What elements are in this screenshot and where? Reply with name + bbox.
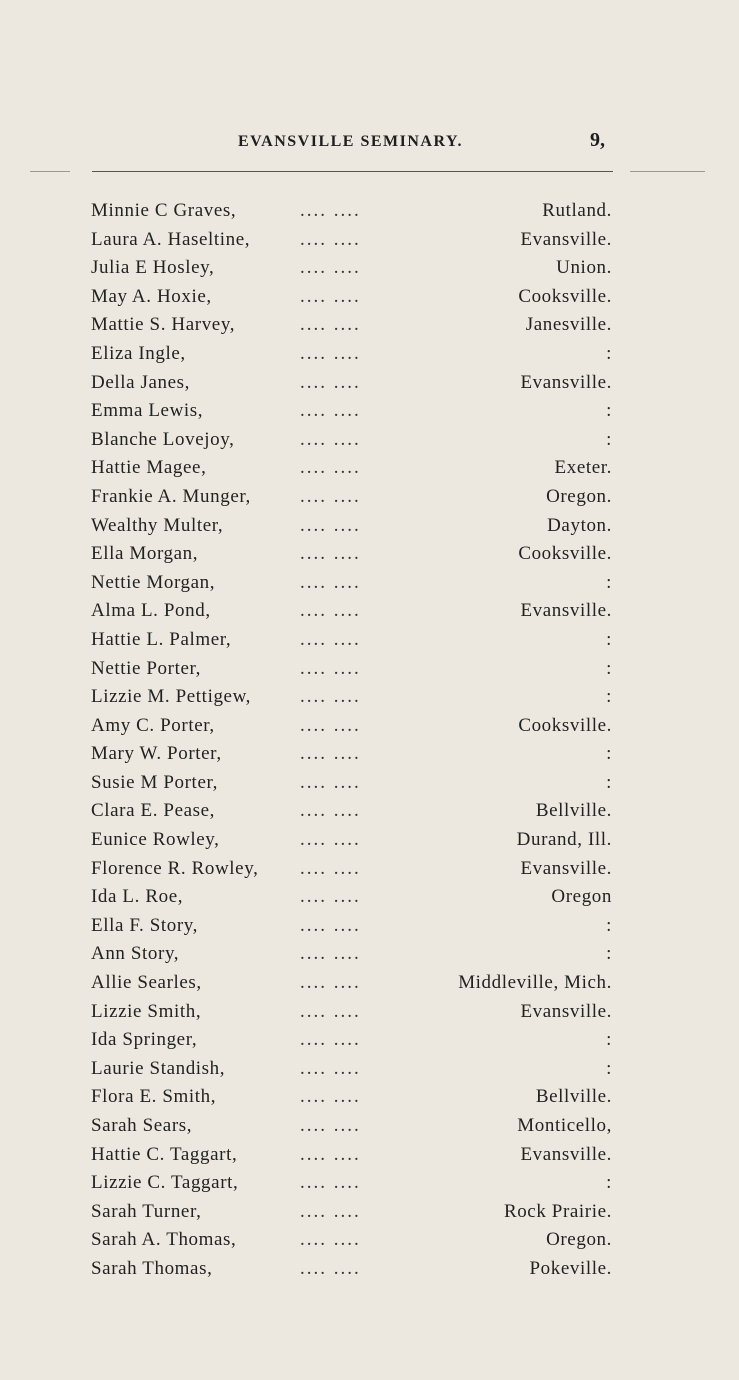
student-name: Lizzie C. Taggart,	[91, 1172, 239, 1194]
leader-dots: .... ....	[300, 657, 361, 679]
student-name: Frankie A. Munger,	[91, 485, 251, 507]
leader-dots: .... ....	[300, 200, 361, 221]
header-rule-left	[30, 171, 70, 172]
student-residence: :	[606, 571, 612, 593]
list-item	[0, 597, 739, 626]
list-item	[0, 369, 739, 398]
student-name: Ida L. Roe,	[91, 886, 184, 908]
student-residence: Evansville.	[520, 228, 612, 250]
leader-dots: .... ....	[300, 800, 361, 822]
leader-dots: .... ....	[300, 257, 361, 279]
student-residence: Rock Prairie.	[503, 1200, 612, 1222]
list-item	[0, 912, 739, 941]
student-name: Ella F. Story,	[91, 914, 198, 936]
student-name: Lizzie M. Pettigew,	[91, 686, 252, 708]
student-name: Hattie C. Taggart,	[91, 1143, 238, 1165]
list-item	[0, 426, 739, 455]
student-name: Minnie C Graves,	[91, 200, 237, 221]
student-name: Florence R. Rowley,	[91, 857, 259, 879]
leader-dots: .... ....	[300, 857, 361, 879]
student-residence: :	[606, 943, 612, 965]
student-name: Amy C. Porter,	[91, 714, 215, 736]
student-name: Sarah A. Thomas,	[91, 1229, 237, 1251]
student-name: Sarah Turner,	[91, 1200, 202, 1222]
leader-dots: .... ....	[300, 914, 361, 936]
leader-dots: .... ....	[300, 371, 361, 393]
student-residence: Evansville.	[520, 1000, 612, 1022]
leader-dots: .... ....	[300, 714, 361, 736]
student-residence: :	[606, 428, 612, 450]
list-item	[0, 769, 739, 798]
header-rule	[92, 171, 613, 172]
leader-dots: .... ....	[300, 743, 361, 765]
list-item	[0, 626, 739, 655]
student-residence: Evansville.	[520, 857, 612, 879]
list-item	[0, 683, 739, 712]
leader-dots: .... ....	[300, 1172, 361, 1194]
list-item	[0, 397, 739, 426]
student-name: Flora E. Smith,	[91, 1086, 217, 1108]
list-item	[0, 254, 739, 283]
list-item	[0, 998, 739, 1027]
student-residence: Pokeville.	[529, 1257, 612, 1279]
list-item	[0, 283, 739, 312]
list-item	[0, 940, 739, 969]
list-item	[0, 1112, 739, 1141]
student-residence: Bellville.	[535, 800, 612, 822]
leader-dots: .... ....	[300, 886, 361, 908]
list-item	[0, 826, 739, 855]
student-residence: Janesville.	[525, 314, 612, 336]
list-item	[0, 1055, 739, 1084]
leader-dots: .... ....	[300, 543, 361, 565]
student-name: Eunice Rowley,	[91, 829, 220, 851]
student-residence: Evansville.	[520, 1143, 612, 1165]
student-name: Ida Springer,	[91, 1029, 198, 1051]
leader-dots: .... ....	[300, 972, 361, 994]
student-name: Mattie S. Harvey,	[91, 314, 236, 336]
leader-dots: .... ....	[300, 943, 361, 965]
student-residence: Oregon.	[546, 1229, 612, 1251]
student-name: Lizzie Smith,	[91, 1000, 202, 1022]
leader-dots: .... ....	[300, 1200, 361, 1222]
student-name: Laurie Standish,	[91, 1057, 226, 1079]
list-item	[0, 454, 739, 483]
header-rule-right	[630, 171, 705, 172]
leader-dots: .... ....	[300, 628, 361, 650]
student-residence: :	[606, 771, 612, 793]
leader-dots: .... ....	[300, 514, 361, 536]
student-name: Della Janes,	[91, 371, 190, 393]
student-residence: Evansville.	[520, 600, 612, 622]
leader-dots: .... ....	[300, 1115, 361, 1136]
list-item	[0, 1169, 739, 1198]
student-name: Nettie Porter,	[91, 657, 201, 679]
leader-dots: .... ....	[300, 400, 361, 422]
leader-dots: .... ....	[300, 771, 361, 793]
list-item	[0, 712, 739, 741]
list-item	[0, 1026, 739, 1055]
student-residence: Monticello,	[517, 1115, 612, 1136]
list-item	[0, 197, 739, 226]
list-item	[0, 1226, 739, 1255]
list-item	[0, 540, 739, 569]
student-name: Sarah Sears,	[91, 1115, 193, 1136]
student-residence: Union.	[556, 257, 612, 279]
student-residence: Cooksville.	[518, 714, 612, 736]
student-residence: :	[606, 628, 612, 650]
student-residence: Middleville, Mich.	[458, 972, 612, 994]
list-item	[0, 883, 739, 912]
leader-dots: .... ....	[300, 314, 361, 336]
student-residence: :	[606, 1057, 612, 1079]
student-residence: :	[606, 743, 612, 765]
student-residence: Dayton.	[547, 514, 612, 536]
student-name: Emma Lewis,	[91, 400, 204, 422]
student-residence: :	[606, 914, 612, 936]
student-name: Clara E. Pease,	[91, 800, 216, 822]
student-residence: Oregon.	[546, 485, 612, 507]
student-name: Hattie L. Palmer,	[91, 628, 232, 650]
student-name: Nettie Morgan,	[91, 571, 216, 593]
student-residence: Oregon	[551, 886, 612, 908]
student-list	[0, 197, 739, 1284]
list-item	[0, 740, 739, 769]
list-item	[0, 655, 739, 684]
student-name: Susie M Porter,	[91, 771, 218, 793]
student-name: Mary W. Porter,	[91, 743, 222, 765]
student-name: Julia E Hosley,	[91, 257, 215, 279]
student-residence: Durand, Ill.	[516, 829, 612, 851]
leader-dots: .... ....	[300, 285, 361, 307]
student-name: Blanche Lovejoy,	[91, 428, 235, 450]
student-residence: Rutland.	[542, 200, 612, 221]
student-name: Ella Morgan,	[91, 543, 199, 565]
student-residence: :	[606, 1029, 612, 1051]
list-item	[0, 512, 739, 541]
leader-dots: .... ....	[300, 1143, 361, 1165]
student-name: Alma L. Pond,	[91, 600, 211, 622]
list-item	[0, 1198, 739, 1227]
page-number: 9,	[590, 129, 605, 151]
page-header	[0, 129, 739, 157]
student-name: Sarah Thomas,	[91, 1257, 213, 1279]
student-residence: Bellville.	[535, 1086, 612, 1108]
student-residence: Exeter.	[554, 457, 612, 479]
list-item	[0, 226, 739, 255]
student-name: Laura A. Haseltine,	[91, 228, 251, 250]
student-name: Wealthy Multer,	[91, 514, 224, 536]
leader-dots: .... ....	[300, 1029, 361, 1051]
leader-dots: .... ....	[300, 1086, 361, 1108]
student-residence: :	[606, 1172, 612, 1194]
list-item	[0, 1141, 739, 1170]
student-residence: Cooksville.	[518, 285, 612, 307]
student-residence: :	[606, 657, 612, 679]
leader-dots: .... ....	[300, 1000, 361, 1022]
student-name: May A. Hoxie,	[91, 285, 212, 307]
student-residence: :	[606, 342, 612, 364]
list-item	[0, 569, 739, 598]
list-item	[0, 969, 739, 998]
leader-dots: .... ....	[300, 1257, 361, 1279]
student-name: Hattie Magee,	[91, 457, 207, 479]
leader-dots: .... ....	[300, 457, 361, 479]
list-item	[0, 311, 739, 340]
leader-dots: .... ....	[300, 342, 361, 364]
leader-dots: .... ....	[300, 600, 361, 622]
student-residence: :	[606, 686, 612, 708]
list-item	[0, 797, 739, 826]
leader-dots: .... ....	[300, 1057, 361, 1079]
student-residence: :	[606, 400, 612, 422]
leader-dots: .... ....	[300, 1229, 361, 1251]
list-item	[0, 1083, 739, 1112]
student-name: Allie Searles,	[91, 972, 202, 994]
list-item	[0, 483, 739, 512]
list-item	[0, 855, 739, 884]
leader-dots: .... ....	[300, 428, 361, 450]
leader-dots: .... ....	[300, 228, 361, 250]
student-name: Eliza Ingle,	[91, 342, 186, 364]
list-item	[0, 1255, 739, 1284]
list-item	[0, 340, 739, 369]
leader-dots: .... ....	[300, 571, 361, 593]
running-title: EVANSVILLE SEMINARY.	[238, 133, 464, 150]
student-name: Ann Story,	[91, 943, 180, 965]
leader-dots: .... ....	[300, 686, 361, 708]
student-residence: Evansville.	[520, 371, 612, 393]
leader-dots: .... ....	[300, 485, 361, 507]
leader-dots: .... ....	[300, 829, 361, 851]
student-residence: Cooksville.	[518, 543, 612, 565]
